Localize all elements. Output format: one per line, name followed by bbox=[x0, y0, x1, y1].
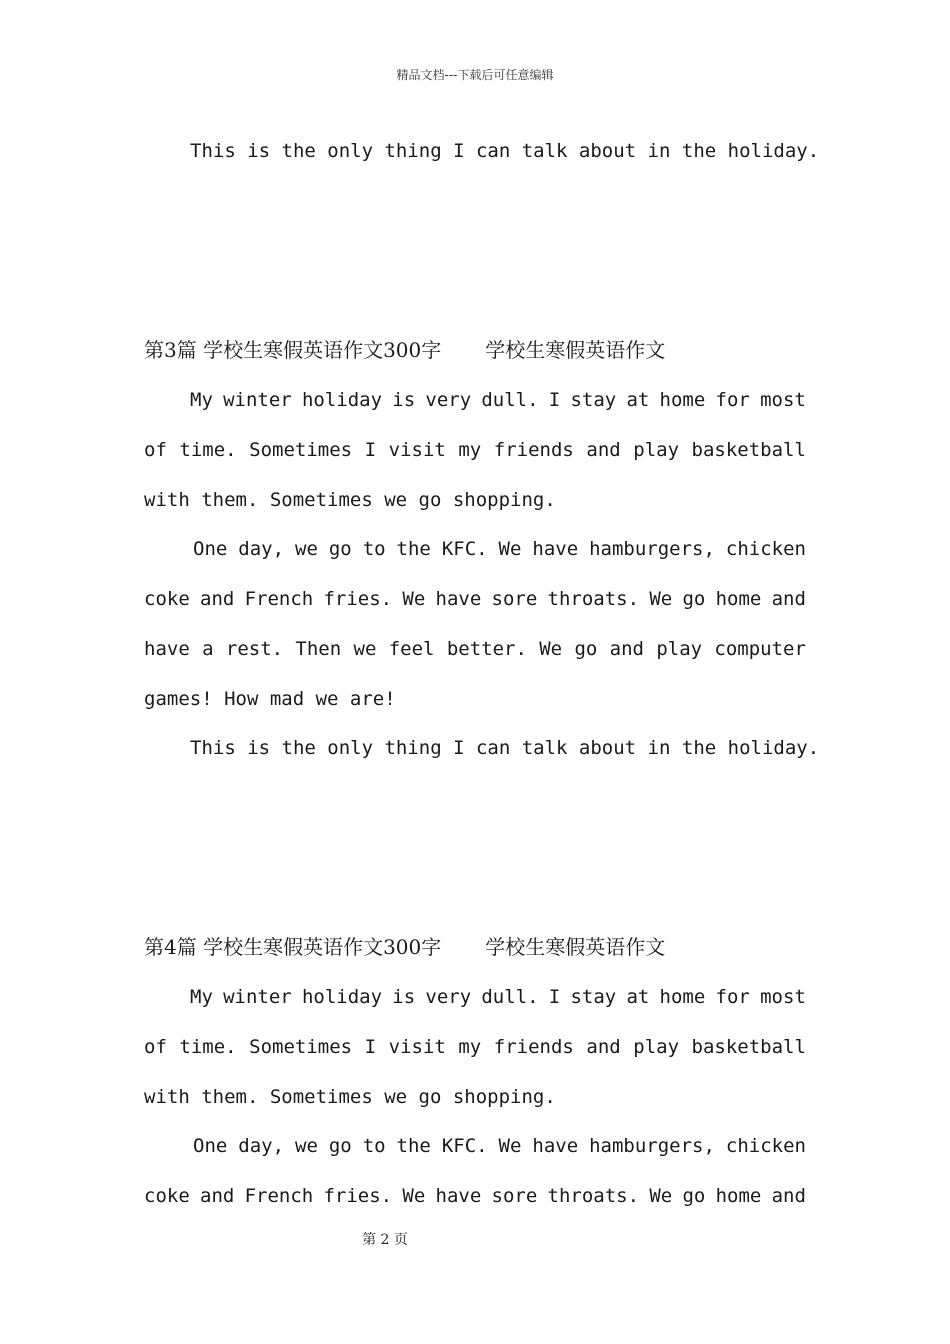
word: rest. bbox=[225, 638, 284, 660]
word: most bbox=[760, 389, 806, 411]
word: a bbox=[202, 638, 214, 660]
word: winter bbox=[223, 389, 292, 411]
word: and bbox=[200, 1185, 235, 1207]
section-heading bbox=[144, 934, 665, 960]
word: time. bbox=[179, 1036, 237, 1058]
word: My bbox=[190, 986, 213, 1008]
word: go bbox=[328, 1135, 352, 1157]
word: coke bbox=[144, 1185, 190, 1207]
word: chicken bbox=[725, 538, 806, 560]
section-subtitle: 学校生寒假英语作文 bbox=[485, 338, 666, 362]
word: basketball bbox=[691, 439, 806, 461]
word: go bbox=[682, 588, 706, 610]
word: go bbox=[574, 638, 598, 660]
word: have bbox=[532, 538, 579, 560]
word: we bbox=[295, 538, 318, 560]
word: We bbox=[649, 588, 673, 610]
word: We bbox=[539, 638, 563, 660]
word: day, bbox=[238, 538, 285, 560]
word: stay bbox=[570, 986, 617, 1008]
text-line bbox=[144, 587, 806, 611]
word: My bbox=[190, 389, 213, 411]
word: I bbox=[364, 1036, 377, 1058]
word: play bbox=[633, 439, 680, 461]
word: of bbox=[144, 1036, 167, 1058]
word: friends bbox=[493, 439, 574, 461]
text-line: with them. Sometimes we go shopping. bbox=[144, 489, 556, 511]
text-line bbox=[144, 637, 806, 661]
word: basketball bbox=[691, 1036, 806, 1058]
word: winter bbox=[223, 986, 292, 1008]
word: holiday bbox=[301, 986, 383, 1008]
word: for bbox=[715, 389, 750, 411]
word: to bbox=[362, 1135, 386, 1157]
word: We bbox=[402, 1185, 426, 1207]
word: home bbox=[659, 389, 706, 411]
word: I bbox=[548, 389, 561, 411]
word: holiday bbox=[301, 389, 383, 411]
word: better. bbox=[446, 638, 527, 660]
word: we bbox=[353, 638, 377, 660]
word: is bbox=[392, 389, 416, 411]
word: for bbox=[715, 986, 750, 1008]
text-line: This is the only thing I can talk about in the holiday. bbox=[190, 140, 820, 162]
text-line bbox=[144, 1184, 806, 1208]
word: we bbox=[295, 1135, 318, 1157]
text-line bbox=[144, 1035, 806, 1059]
word: KFC. bbox=[441, 538, 488, 560]
page-number: 第 2 页 bbox=[362, 1232, 408, 1248]
word: and bbox=[771, 588, 806, 610]
word: computer bbox=[714, 638, 806, 660]
word: very bbox=[425, 986, 472, 1008]
word: friends bbox=[493, 1036, 574, 1058]
text-line bbox=[190, 388, 806, 412]
word: We bbox=[649, 1185, 673, 1207]
word: have bbox=[532, 1135, 579, 1157]
word: We bbox=[402, 588, 426, 610]
text-line bbox=[190, 985, 806, 1009]
word: stay bbox=[570, 389, 617, 411]
text-line bbox=[193, 1134, 806, 1158]
word: the bbox=[396, 1135, 431, 1157]
word: Sometimes bbox=[249, 1036, 353, 1058]
page-header: 精品文档---下载后可任意编辑 bbox=[396, 68, 554, 82]
word: home bbox=[715, 1185, 762, 1207]
section-subtitle: 学校生寒假英语作文 bbox=[485, 935, 666, 959]
word: I bbox=[548, 986, 561, 1008]
word: sore bbox=[491, 588, 538, 610]
word: fries. bbox=[323, 588, 393, 610]
text-line: with them. Sometimes we go shopping. bbox=[144, 1086, 556, 1108]
word: home bbox=[715, 588, 762, 610]
word: and bbox=[586, 439, 621, 461]
word: throats. bbox=[547, 1185, 640, 1207]
word: the bbox=[396, 538, 431, 560]
text-line: games! How mad we are! bbox=[144, 688, 396, 710]
text-line bbox=[193, 537, 806, 561]
word: at bbox=[626, 389, 650, 411]
word: fries. bbox=[323, 1185, 393, 1207]
word: Then bbox=[295, 638, 342, 660]
section-title: 第3篇 学校生寒假英语作文300字 bbox=[144, 338, 442, 362]
text-line bbox=[144, 438, 806, 462]
word: and bbox=[609, 638, 644, 660]
word: play bbox=[656, 638, 703, 660]
word: day, bbox=[238, 1135, 285, 1157]
word: French bbox=[244, 588, 314, 610]
word: visit bbox=[388, 439, 446, 461]
word: dull. bbox=[481, 389, 539, 411]
word: KFC. bbox=[441, 1135, 488, 1157]
word: home bbox=[659, 986, 706, 1008]
word: coke bbox=[144, 588, 190, 610]
word: my bbox=[458, 1036, 482, 1058]
word: and bbox=[586, 1036, 621, 1058]
word: at bbox=[626, 986, 650, 1008]
word: go bbox=[328, 538, 352, 560]
word: have bbox=[435, 1185, 482, 1207]
word: feel bbox=[388, 638, 435, 660]
word: I bbox=[364, 439, 377, 461]
section-title: 第4篇 学校生寒假英语作文300字 bbox=[144, 935, 442, 959]
word: have bbox=[144, 638, 190, 660]
word: hamburgers, bbox=[589, 1135, 715, 1157]
word: play bbox=[633, 1036, 680, 1058]
word: is bbox=[392, 986, 416, 1008]
word: my bbox=[458, 439, 482, 461]
word: very bbox=[425, 389, 472, 411]
word: Sometimes bbox=[249, 439, 353, 461]
word: One bbox=[193, 538, 228, 560]
word: chicken bbox=[725, 1135, 806, 1157]
word: have bbox=[435, 588, 482, 610]
word: sore bbox=[491, 1185, 538, 1207]
text-line: This is the only thing I can talk about in the holiday. bbox=[190, 737, 820, 759]
word: go bbox=[682, 1185, 706, 1207]
word: One bbox=[193, 1135, 228, 1157]
word: time. bbox=[179, 439, 237, 461]
word: We bbox=[498, 1135, 522, 1157]
word: dull. bbox=[481, 986, 539, 1008]
word: to bbox=[362, 538, 386, 560]
word: and bbox=[771, 1185, 806, 1207]
word: French bbox=[244, 1185, 314, 1207]
word: throats. bbox=[547, 588, 640, 610]
section-heading bbox=[144, 337, 665, 363]
word: of bbox=[144, 439, 167, 461]
word: hamburgers, bbox=[589, 538, 715, 560]
word: We bbox=[498, 538, 522, 560]
word: visit bbox=[388, 1036, 446, 1058]
word: most bbox=[760, 986, 806, 1008]
word: and bbox=[200, 588, 235, 610]
